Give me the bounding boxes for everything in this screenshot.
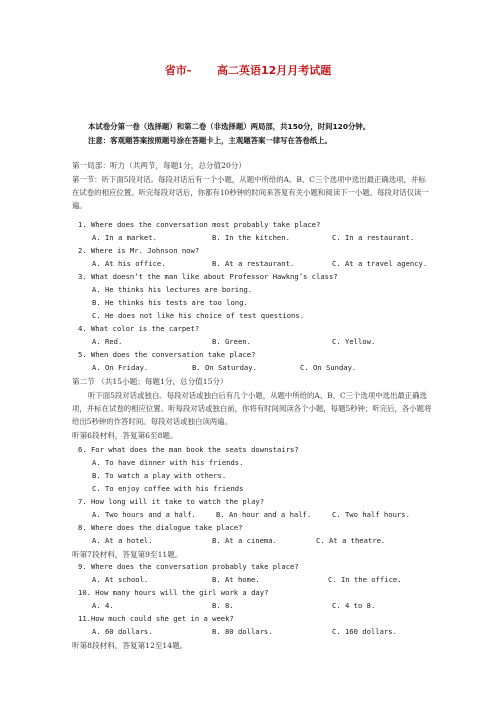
q5-option-c: C. On Sunday. (300, 363, 357, 372)
q7-option-c: C. Two half hours. (332, 510, 410, 519)
q9-option-c: C. In the office. (328, 575, 402, 584)
section2-instructions: 听下面5段对话或独白。每段对话或独白后有几个小题，从题中所给的A、B、C三个选项中选出最正确选项，并标在试卷的相应位置。听每段对话或独白前，你将有时间阅读各个小题，每题5秒钟；听完后，各小题将给出5秒钟的作答时间。每段对话或独白读两遍。 (72, 391, 432, 427)
title-left: 省市- (164, 64, 192, 77)
section1-instructions: 第一节：听下面5段对话。每段对话后有一个小题，从题中所给的A、B、C三个选项中选出最正确选项，并标在试卷的相应位置。听完每段对话后，你都有10秒钟的时间来答复有关小题和阅读下一小题。每段对话仅读一遍。 (72, 175, 429, 211)
q8-option-c: C. At a theatre. (316, 536, 386, 545)
q10-option-b: B. 8. (212, 601, 234, 610)
q6-option-c: C. To enjoy coffee with his friends (92, 484, 244, 493)
listen-6-heading: 听第6段材料，答复第6至8题。 (72, 431, 178, 440)
question-7: 7. How long will it take to watch the play? (78, 497, 265, 506)
q8-option-a: A. At a hotel. (92, 536, 153, 545)
page-title (0, 62, 496, 78)
q2-option-b: B. At a restaurant. (212, 259, 295, 268)
q2-option-c: C. At a travel agency. (332, 259, 428, 268)
q8-option-b: B. At a cinema. (212, 536, 277, 545)
q9-option-a: A. At school. (92, 575, 149, 584)
q11-option-b: B. 80 dollars. (212, 627, 273, 636)
question-3: 3. What doesn’t the man like about Professor Hawkng’s class? (78, 272, 338, 281)
q7-option-b: B. An hour and a half. (216, 510, 312, 519)
q11-option-a: A. 60 dollars. (92, 627, 153, 636)
q6-option-a: A. To have dinner with his friends. (92, 458, 244, 467)
q10-option-c: C. 4 to 8. (332, 601, 376, 610)
question-4: 4. What color is the carpet? (78, 324, 200, 333)
q10-option-a: A. 4. (92, 601, 114, 610)
question-9: 9. Where does the conversation probably take place? (78, 562, 299, 571)
listen-8-heading: 听第8段材料，答复第12至14题。 (72, 641, 188, 650)
title-right: 高二英语12月月考试题 (216, 64, 332, 77)
q1-option-a: A. In a market. (92, 233, 157, 242)
question-5: 5. When does the conversation take place? (78, 350, 256, 359)
section2-heading: 第二节 （共15小题；每题1分，总分值15分） (72, 377, 228, 386)
q11-option-c: C. 160 dollars. (332, 627, 397, 636)
listen-7-heading: 听第7段材料，答复第9至11题。 (72, 550, 183, 559)
q6-option-b: B. To watch a play with others. (92, 471, 227, 480)
exam-note-1: 本试卷分第一卷（选择题）和第二卷（非选择题）两局部，共150分，时间120分钟。 (88, 122, 371, 131)
q5-option-b: B. On Saturday. (192, 363, 257, 372)
part1-heading: 第一局部：听力（共两节，每题1分，总分值20分） (72, 161, 246, 170)
question-2: 2. Where is Mr. Johnson now? (78, 246, 200, 255)
question-10: 10. How many hours will the girl work a day? (78, 588, 269, 597)
q7-option-a: A. Two hours and a half. (92, 510, 196, 519)
q1-option-c: C. In a restaurant. (332, 233, 415, 242)
q4-option-b: B. Green. (212, 337, 251, 346)
q3-option-b: B. He thinks his tests are too long. (92, 298, 248, 307)
question-11: 11.How much could she get in a week? (78, 614, 234, 623)
q5-option-a: A. On Friday. (92, 363, 149, 372)
q4-option-c: C. Yellow. (332, 337, 376, 346)
question-6: 6. For what does the man book the seats downstairs? (78, 445, 299, 454)
question-1: 1. Where does the conversation most probably take place? (78, 220, 321, 229)
q9-option-b: B. At home. (212, 575, 260, 584)
q2-option-a: A. At his office. (92, 259, 166, 268)
exam-note-2: 注意：客观题答案按照题号涂在答题卡上，主观题答案一律写在答卷纸上。 (88, 136, 332, 145)
q1-option-b: B. In the kitchen. (212, 233, 290, 242)
q3-option-c: C. He does not like his choice of test questions. (92, 311, 305, 320)
q3-option-a: A. He thinks his lectures are boring. (92, 285, 253, 294)
q4-option-a: A. Red. (92, 337, 123, 346)
question-8: 8. Where does the dialogue take place? (78, 523, 243, 532)
